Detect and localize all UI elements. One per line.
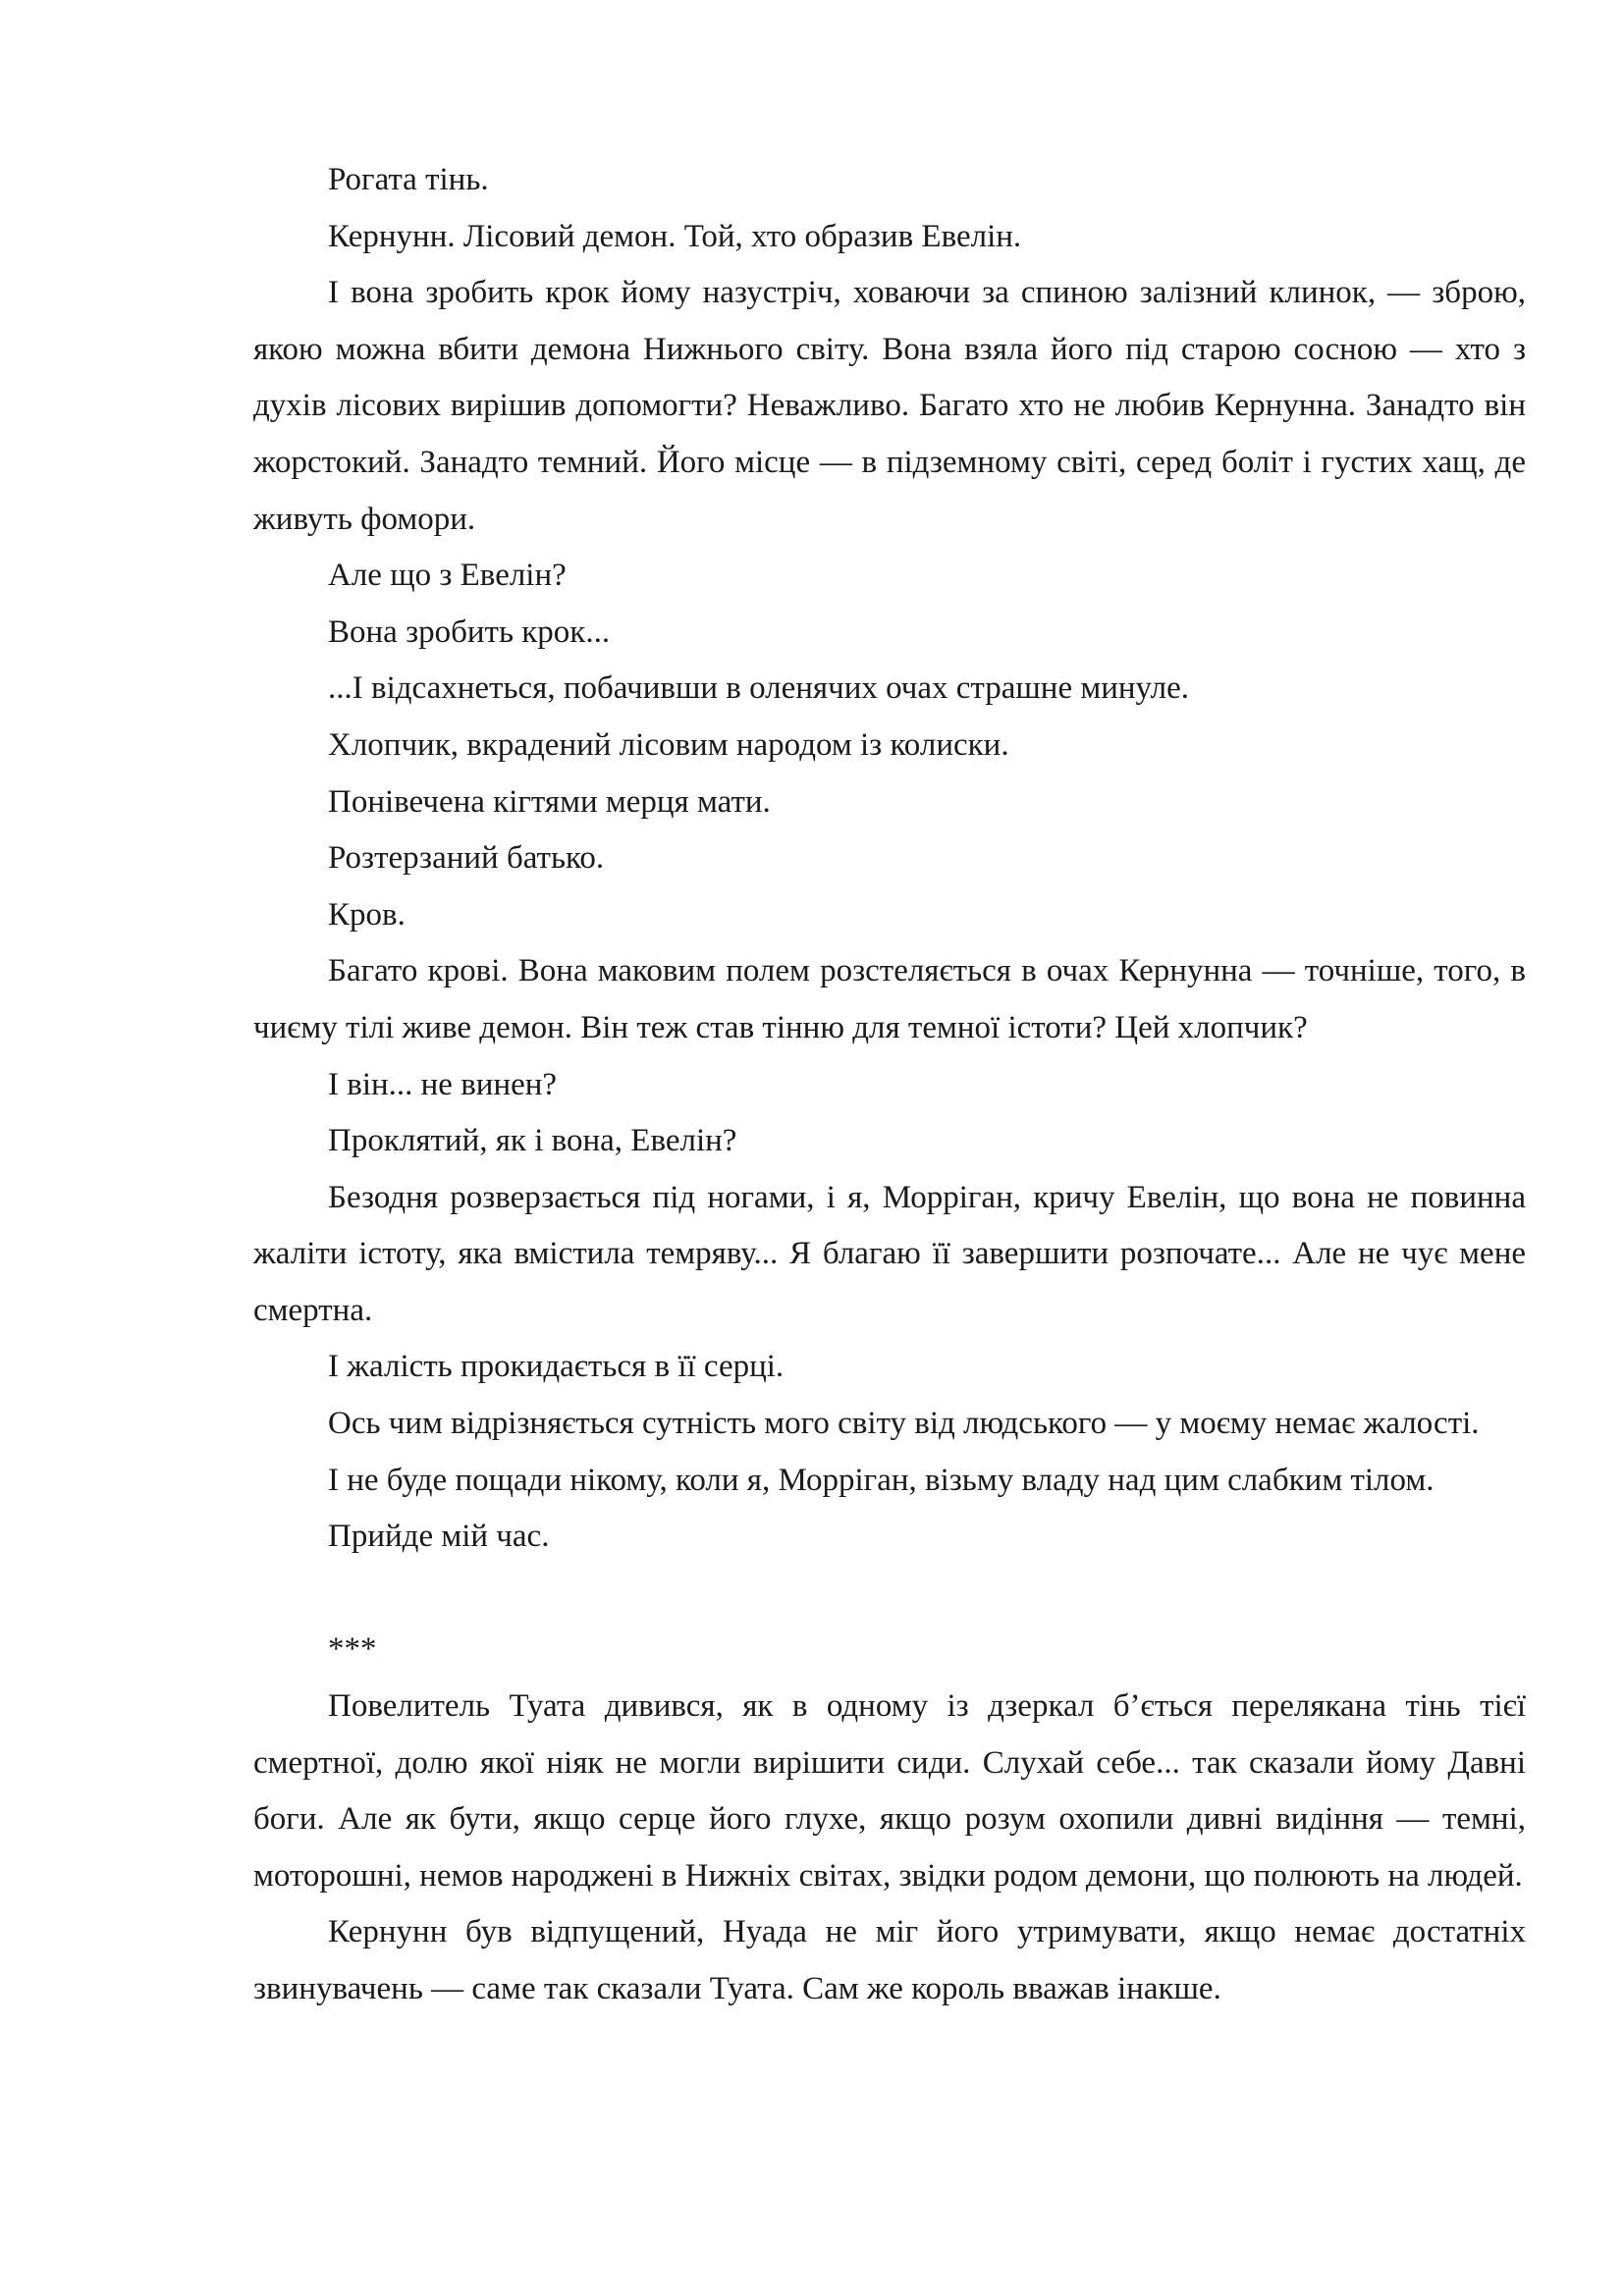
paragraph: Багато крові. Вона маковим полем розстеляється в очах Кернунна — точніше, того, в чиєму тілі живе демон. Він теж став тінню для темної істоти? Цей хлопчик? xyxy=(253,953,1526,1045)
paragraph: Ось чим відрізняється сутність мого світу від людського — у моєму немає жалості. xyxy=(328,1406,1480,1442)
paragraph: Хлопчик, вкрадений лісовим народом із колиски. xyxy=(328,726,1009,763)
paragraph: Вона зробить крок... xyxy=(328,614,611,650)
paragraph: Кернунн був відпущений, Нуада не міг його утримувати, якщо немає достатніх звинувачень — саме так сказали Туата. Сам же король вважав інакше. xyxy=(253,1914,1526,2006)
paragraph: Проклятий, як і вона, Евелін? xyxy=(328,1123,737,1159)
paragraph: І вона зробить крок йому назустріч, ховаючи за спиною залізний клинок, — зброю, якою можна вбити демона Нижнього світу. Вона взяла його під старою сосною — хто з духів лісових вирішив допомогти? Неважливо. Багато хто не любив Кернунна. Занадто він жорстокий. Занадто темний. Його місце — в підземному світі, серед боліт і густих хащ, де живуть фомори. xyxy=(253,275,1526,537)
paragraph: Кров. xyxy=(328,896,406,933)
paragraph: І не буде пощади нікому, коли я, Морріган, візьму владу над цим слабким тілом. xyxy=(328,1462,1435,1498)
paragraph: Розтерзаний батько. xyxy=(328,840,605,877)
paragraph: Понівечена кігтями мерця мати. xyxy=(328,783,771,820)
paragraph: І жалість прокидається в її серці. xyxy=(328,1349,785,1385)
paragraph: Рогата тінь. xyxy=(328,162,489,197)
paragraph: ...І відсахнеться, побачивши в оленячих очах страшне минуле. xyxy=(328,670,1189,707)
paragraph: І він... не винен? xyxy=(328,1066,558,1102)
paragraph: Повелитель Туата дивився, як в одному із дзеркал б’ється перелякана тінь тієї смертної, долю якої ніяк не могли вирішити сиди. Слухай себе... так сказали йому Давні боги. Але як бути, якщо серце його глухе, якщо розум охопили дивні видіння — темні, моторошні, немов народжені в Нижніх світах, звідки родом демони, що полюють на людей. xyxy=(253,1688,1526,1894)
paragraph: Безодня розверзається під ногами, і я, Морріган, кричу Евелін, що вона не повинна жаліти істоту, яка вмістила темряву... Я благаю її завершити розпочате... Але не чує мене смертна. xyxy=(253,1179,1526,1328)
scene-break: *** xyxy=(328,1631,377,1668)
document-page xyxy=(253,152,1526,2018)
paragraph: Кернунн. Лісовий демон. Той, хто образив Евелін. xyxy=(328,218,1022,254)
paragraph: Але що з Евелін? xyxy=(328,558,567,594)
paragraph: Прийде мій час. xyxy=(328,1519,550,1555)
